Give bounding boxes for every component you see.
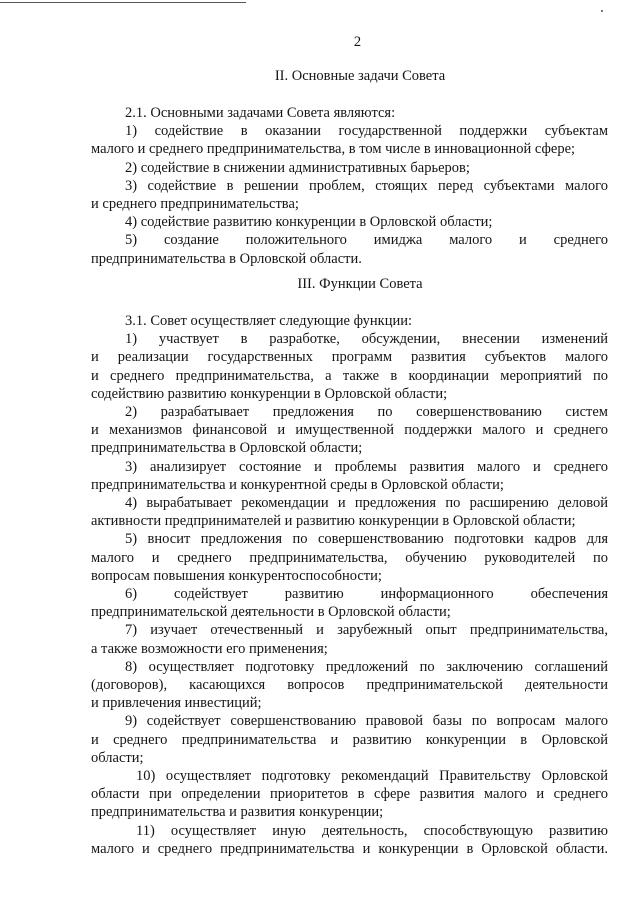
top-border-line <box>0 2 246 3</box>
section-2-heading: II. Основные задачи Совета <box>274 68 446 84</box>
list-item: 3) содействие в решении проблем, стоящих перед субъектами малого и среднего предпринимательства; <box>91 177 608 213</box>
list-item: 7) изучает отечественный и зарубежный опыт предпринимательства, а также возможности его применения; <box>91 622 608 657</box>
list-item: 2) разрабатывает предложения по совершенствованию систем и механизмов финансовой и имущественной поддержки малого и среднего предпринимательства в Орловской области; <box>91 404 608 457</box>
list-item: 6) содействует развитию информационного обеспечения предпринимательской деятельности в Орловской области; <box>91 586 608 621</box>
section-2-body <box>91 104 608 268</box>
list-item: 4) вырабатывает рекомендации и предложения по расширению деловой активности предпринимателей и развитию конкуренции в Орловской области; <box>91 495 608 530</box>
list-item: 11) осуществляет иную деятельность, способствующую развитию малого и среднего предпринимательства и конкуренции в Орловской области. <box>91 822 608 857</box>
section-3-body <box>91 312 608 858</box>
section-2-intro: 2.1. Основными задачами Совета являются: <box>125 105 396 121</box>
list-item: 5) создание положительного имиджа малого и среднего предпринимательства в Орловской области. <box>91 232 608 267</box>
scan-speck <box>601 10 603 12</box>
list-item: 9) содействует совершенствованию правовой базы по вопросам малого и среднего предпринимательства и развитию конкуренции в Орловской области; <box>91 713 608 766</box>
list-item: 1) содействие в оказании государственной поддержки субъектам малого и среднего предпринимательства, в том числе в инновационной сфере; <box>91 123 608 158</box>
page-number: 2 <box>353 34 362 50</box>
list-item: 4) содействие развитию конкуренции в Орловской области; <box>125 214 493 231</box>
section-3-heading: III. Функции Совета <box>297 276 423 292</box>
list-item: 8) осуществляет подготовку предложений по заключению соглашений (договоров), касающихся вопросов предпринимательской деятельности и привлечения инвестиций; <box>91 658 608 712</box>
section-3-intro: 3.1. Совет осуществляет следующие функции: <box>125 313 413 329</box>
list-item: 2) содействие в снижении административных барьеров; <box>125 159 470 176</box>
list-item: 5) вносит предложения по совершенствованию подготовки кадров для малого и среднего предпринимательства, обучению руководителей по вопросам повышения конкурентоспособности; <box>91 531 608 584</box>
list-item: 1) участвует в разработке, обсуждении, внесении изменений и реализации государственных программ развития субъектов малого и среднего предпринимательства, а также в координации мероприятий по содействию развитию конкуренции в Орловской области; <box>91 331 608 402</box>
list-item: 3) анализирует состояние и проблемы развития малого и среднего предпринимательства и конкурентной среды в Орловской области; <box>91 458 608 493</box>
list-item: 10) осуществляет подготовку рекомендаций Правительству Орловской области при определении приоритетов в сфере развития малого и среднего предпринимательства и развития конкуренции; <box>91 768 608 821</box>
